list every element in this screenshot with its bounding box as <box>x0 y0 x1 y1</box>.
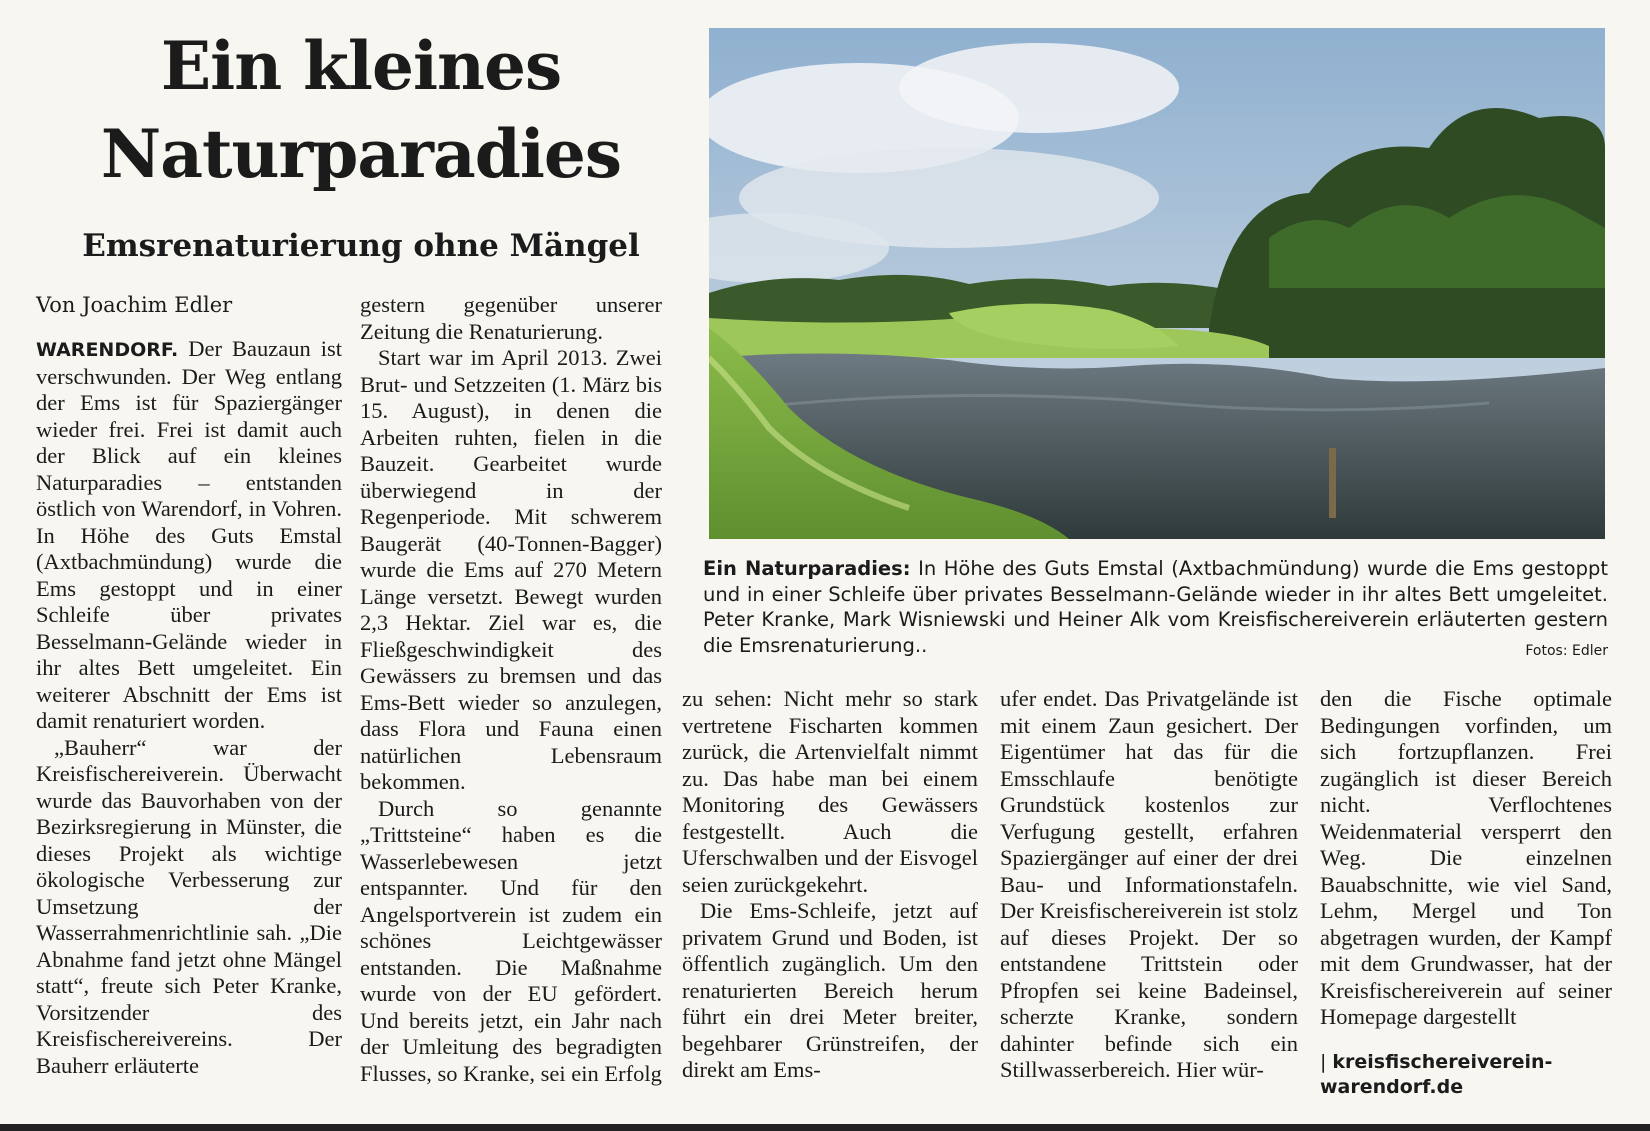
headline-line-1: Ein kleines <box>160 27 562 105</box>
headline-line-2: Naturparadies <box>100 115 622 193</box>
main-photo <box>709 28 1605 539</box>
dateline: WARENDORF. <box>36 339 179 361</box>
divider-bar: | <box>1320 1051 1327 1073</box>
river-landscape-image <box>709 28 1605 539</box>
article-column-5 <box>1320 686 1612 1031</box>
article-column-1 <box>36 336 342 1079</box>
caption-text: In Höhe des Guts Emstal (Axtbachmündung) wurde die Ems gestoppt und in einer Schleife über privates Besselmann-Gelände wieder in ihr altes Bett umgeleitet. Peter Kranke, Mark Wisniewski und Heiner Alk vom Kreisfischereiverein erläuterten gestern die Emsrenaturierung.. <box>703 557 1609 657</box>
paragraph: gestern gegenüber unserer Zeitung die Renaturierung. <box>360 292 662 344</box>
byline: Von Joachim Edler <box>36 293 233 317</box>
photo-credit: Fotos: Edler <box>1525 643 1608 659</box>
paragraph: Durch so genannte „Trittsteine“ haben es die Wasserlebewesen jetzt entspannter. Und für den Angelsportverein ist zudem ein schönes Leichtgewässer entstanden. Die Maßnahme wurde von der EU gefördert. Und bereits jetzt, ein Jahr nach der Umleitung des begradigten Flusses, so Kranke, sei ein Erfolg <box>360 795 662 1086</box>
caption-lead: Ein Naturparadies: <box>703 557 911 580</box>
bottom-rule <box>0 1124 1650 1131</box>
article-column-3 <box>682 686 978 1084</box>
paragraph <box>36 336 342 735</box>
paragraph: zu sehen: Nicht mehr so stark vertretene Fischarten kommen zurück, die Artenvielfalt nimmt zu. Das habe man bei einem Monitoring des Gewässers festgestellt. Auch die Uferschwalben und der Eisvogel seien zurückgekehrt. <box>682 686 978 897</box>
paragraph: „Bauherr“ war der Kreisfischereiverein. Überwacht wurde das Bauvorhaben von der Bezirksregierung in Münster, die dieses Projekt als wichtige ökologische Verbesserung zur Umsetzung der Wasserrahmenrichtlinie sah. „Die Abnahme fand jetzt ohne Mängel statt“, freute sich Peter Kranke, Vorsitzender des Kreisfischereivereins. Der Bauherr erläuterte <box>36 734 342 1078</box>
website-link[interactable]: kreisfischereiverein-warendorf.de <box>1320 1051 1553 1098</box>
subheadline: Emsrenaturierung ohne Mängel <box>82 228 640 264</box>
article-column-4 <box>1000 686 1298 1084</box>
article-column-2 <box>360 292 662 1087</box>
paragraph: ufer endet. Das Privatgelände ist mit einem Zaun gesichert. Der Eigentümer hat das für die Emsschlaufe benötigte Grundstück kostenlos zur Verfugung gestellt, erfahren Spaziergänger auf einer der drei Bau- und Informationstafeln. Der Kreisfischereiverein ist stolz auf dieses Projekt. Der so entstandene Trittstein oder Pfropfen sei keine Badeinsel, scherzte Kranke, sondern dahinter befinde sich ein Stillwasserbereich. Hier wür- <box>1000 686 1298 1082</box>
photo-caption <box>703 556 1608 658</box>
paragraph: den die Fische optimale Bedingungen vorfinden, um sich fortzupflanzen. Frei zugänglich ist dieser Bereich nicht. Verflochtenes Weidenmaterial versperrt den Weg. Die einzelnen Bauabschnitte, wie viel Sand, Lehm, Mergel und Ton abgetragen wurden, der Kampf mit dem Grundwasser, hat der Kreisfischereiverein auf seiner Homepage dargestellt <box>1320 686 1612 1029</box>
paragraph: Start war im April 2013. Zwei Brut- und Setzzeiten (1. März bis 15. August), in denen die Arbeiten ruhten, fielen in die Bauzeit. Gearbeitet wurde überwiegend in der Regenperiode. Mit schwerem Baugerät (40-Tonnen-Bagger) wurde die Ems auf 270 Metern Länge versetzt. Bewegt wurden 2,3 Hektar. Ziel war es, die Fließgeschwindigkeit des Gewässers zu bremsen und das Ems-Bett wieder so anzulegen, dass Flora und Fauna einen natürlichen Lebensraum bekommen. <box>360 345 662 794</box>
paragraph-text: Der Bauzaun ist verschwunden. Der Weg entlang der Ems ist für Spaziergänger wieder frei. Frei ist damit auch der Blick auf ein kleines Naturparadies – entstanden östlich von Warendorf, in Vohren. In Höhe des Guts Emstal (Axtbachmündung) wurde die Ems gestoppt und in einer Schleife über privates Besselmann-Gelände wieder in ihr altes Bett umgeleitet. Ein weiterer Abschnitt der Ems ist damit renaturiert worden. <box>36 336 342 733</box>
headline <box>36 22 686 198</box>
website-reference <box>1320 1050 1620 1100</box>
paragraph: Die Ems-Schleife, jetzt auf privatem Grund und Boden, ist öffentlich zugänglich. Um den renaturierten Bereich herum führt ein drei Meter breiter, begehbarer Grünstreifen, der direkt am Ems- <box>682 898 978 1082</box>
